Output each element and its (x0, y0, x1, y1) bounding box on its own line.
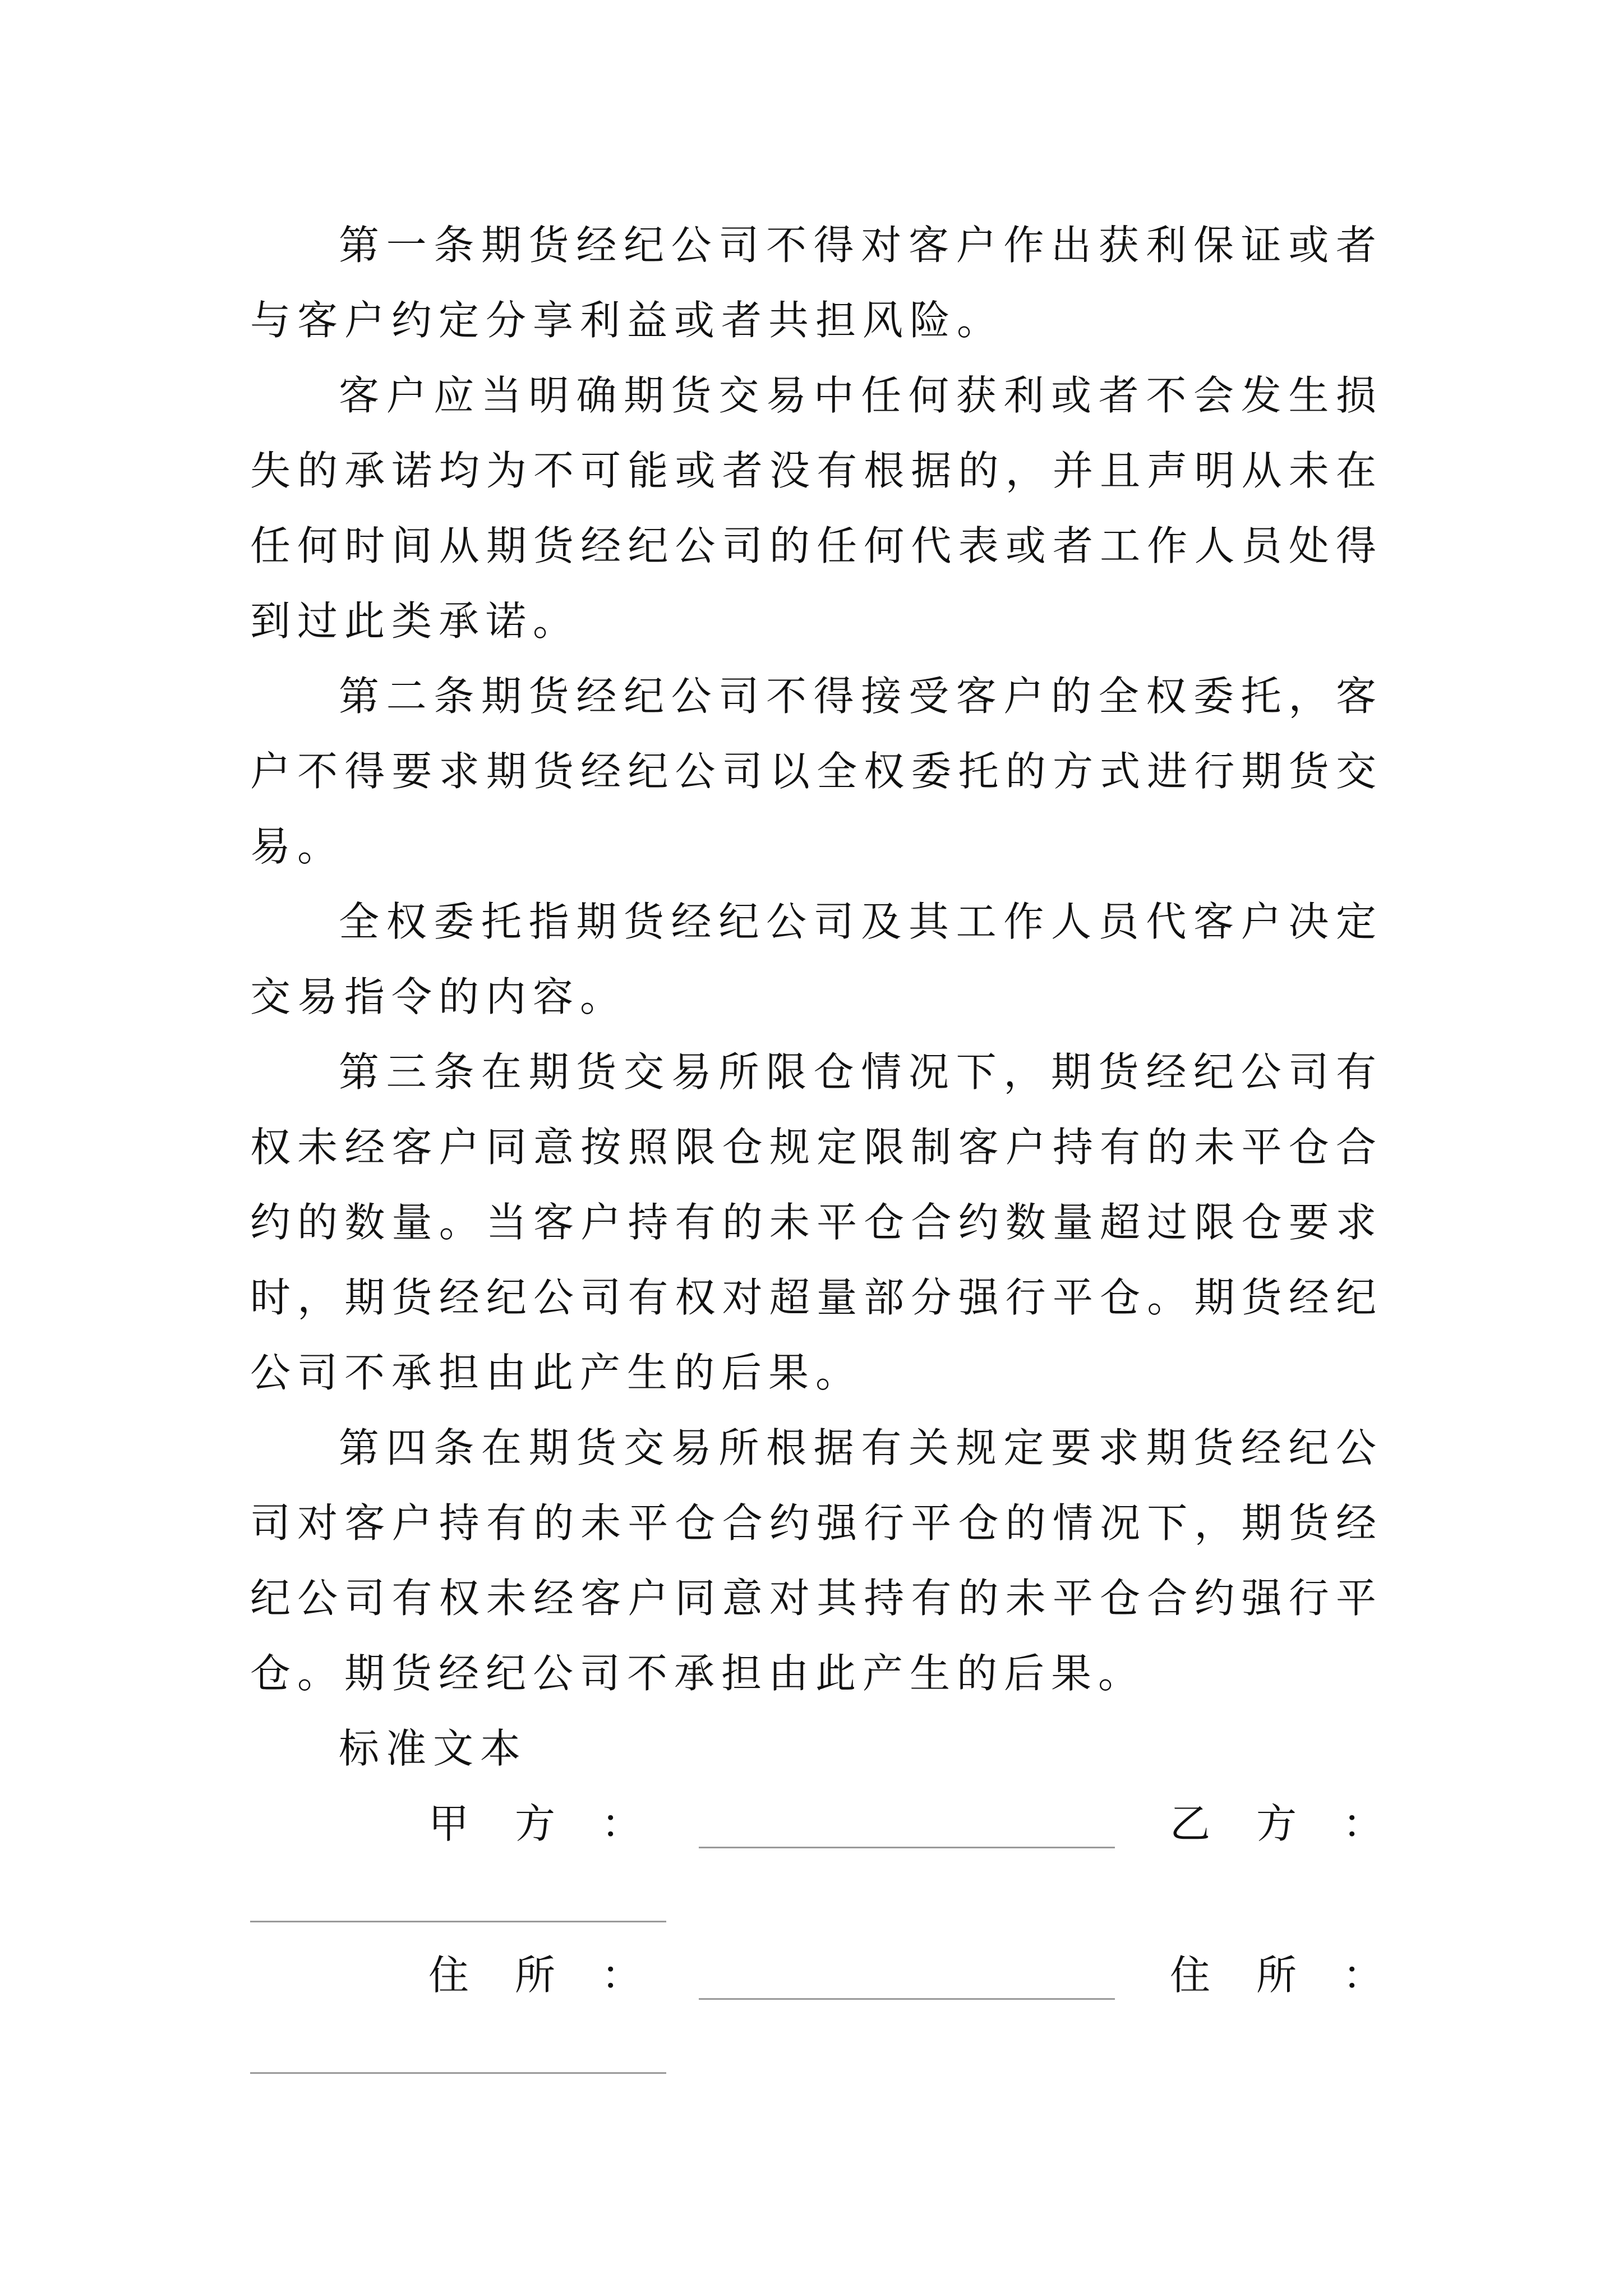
document-body (250, 208, 1430, 2089)
signature-row-addresses (250, 1938, 1430, 2089)
address-b-blank-line[interactable] (250, 2072, 666, 2074)
address-a-label: 住所： (428, 1952, 688, 1999)
paragraph-article-2: 第二条期货经纪公司不得接受客户的全权委托，客户不得要求期货经纪公司以全权委托的方式进行期货交易。 (250, 673, 1383, 870)
paragraph-article-2-definition: 全权委托指期货经纪公司及其工作人员代客户决定交易指令的内容。 (250, 898, 1383, 1020)
standard-text-label: 标准文本 (339, 1725, 528, 1772)
party-a-label: 甲方： (428, 1800, 688, 1847)
address-b-label: 住所： (1170, 1952, 1430, 1999)
party-a-blank-line[interactable] (699, 1847, 1115, 1848)
party-b-blank-line[interactable] (250, 1921, 666, 1922)
signature-row-parties (250, 1786, 1430, 1938)
party-b-label: 乙方： (1170, 1800, 1430, 1847)
paragraph-article-1-clarification: 客户应当明确期货交易中任何获利或者不会发生损失的承诺均为不可能或者没有根据的，并且声明从未在任何时间从期货经纪公司的任何代表或者工作人员处得到过此类承诺。 (250, 372, 1383, 645)
paragraph-article-3: 第三条在期货交易所限仓情况下，期货经纪公司有权未经客户同意按照限仓规定限制客户持有的未平仓合约的数量。当客户持有的未平仓合约数量超过限仓要求时，期货经纪公司有权对超量部分强行平仓。期货经纪公司不承担由此产生的后果。 (250, 1048, 1383, 1396)
address-a-blank-line[interactable] (699, 1998, 1115, 2000)
paragraph-article-4: 第四条在期货交易所根据有关规定要求期货经纪公司对客户持有的未平仓合约强行平仓的情况下，期货经纪公司有权未经客户同意对其持有的未平仓合约强行平仓。期货经纪公司不承担由此产生的后果。 (250, 1424, 1383, 1697)
paragraph-article-1: 第一条期货经纪公司不得对客户作出获利保证或者与客户约定分享利益或者共担风险。 (250, 222, 1383, 344)
